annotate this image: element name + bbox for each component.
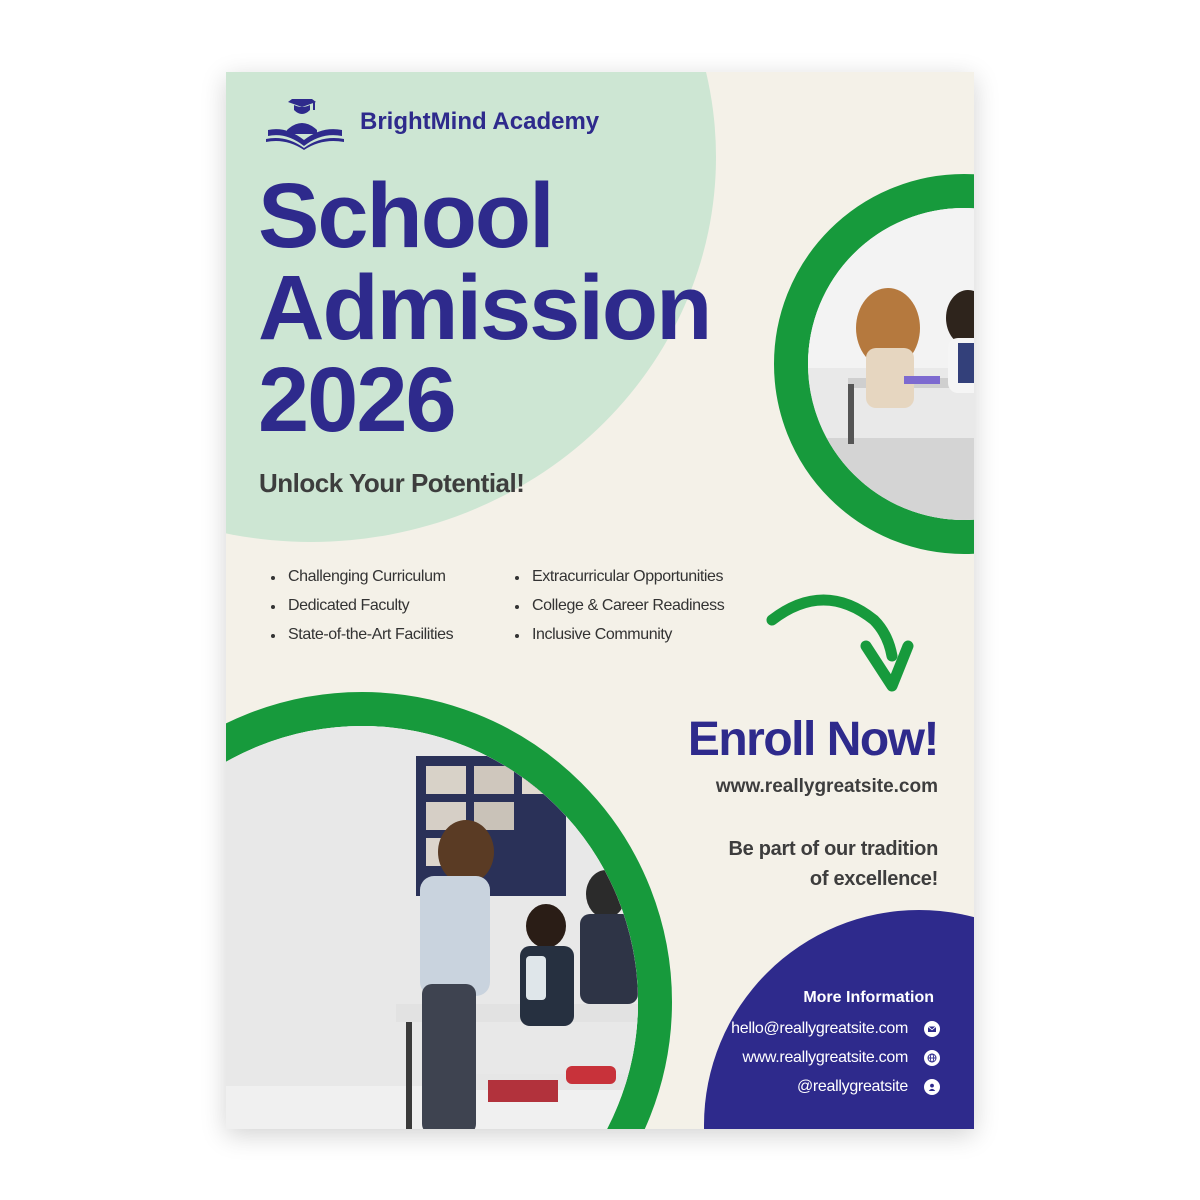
more-information-title: More Information	[803, 989, 934, 1006]
classroom-students-photo	[226, 692, 672, 1129]
feature-item: College & Career Readiness	[515, 595, 724, 624]
admission-poster	[226, 72, 974, 1129]
features-list-right	[515, 566, 724, 653]
contact-website[interactable]	[742, 1047, 940, 1069]
feature-item: State-of-the-Art Facilities	[271, 624, 453, 653]
tradition-line: of excellence!	[809, 868, 938, 890]
headline-line-school: School	[258, 165, 553, 267]
email-text[interactable]: hello@reallygreatsite.com	[731, 1020, 908, 1037]
features-list-left	[271, 566, 453, 653]
headline-line-admission: Admission	[258, 257, 711, 359]
feature-item: Inclusive Community	[515, 624, 724, 653]
social-handle-text[interactable]: @reallygreatsite	[796, 1078, 908, 1095]
classroom-photo-illustration	[226, 726, 638, 1129]
enroll-heading: Enroll Now!	[687, 713, 938, 766]
tradition-text	[678, 834, 938, 894]
website-text[interactable]: www.reallygreatsite.com	[742, 1049, 908, 1066]
globe-icon	[924, 1050, 940, 1066]
feature-item: Dedicated Faculty	[271, 595, 453, 624]
classroom-photo-illustration	[808, 208, 974, 520]
user-icon	[924, 1079, 940, 1095]
tradition-line: Be part of our tradition	[728, 838, 938, 860]
feature-item: Extracurricular Opportunities	[515, 566, 724, 595]
contact-email[interactable]	[731, 1018, 940, 1040]
brand-name: BrightMind Academy	[360, 108, 600, 135]
contact-social[interactable]	[797, 1076, 940, 1098]
envelope-icon	[924, 1021, 940, 1037]
tagline: Unlock Your Potential!	[259, 468, 525, 498]
feature-item: Challenging Curriculum	[271, 566, 453, 595]
curved-arrow-icon	[764, 580, 914, 698]
headline-line-year: 2026	[258, 349, 455, 451]
enroll-url[interactable]: www.reallygreatsite.com	[715, 776, 938, 797]
students-reading-photo	[774, 174, 974, 554]
graduate-book-logo-icon	[266, 96, 344, 150]
headline	[258, 165, 711, 451]
